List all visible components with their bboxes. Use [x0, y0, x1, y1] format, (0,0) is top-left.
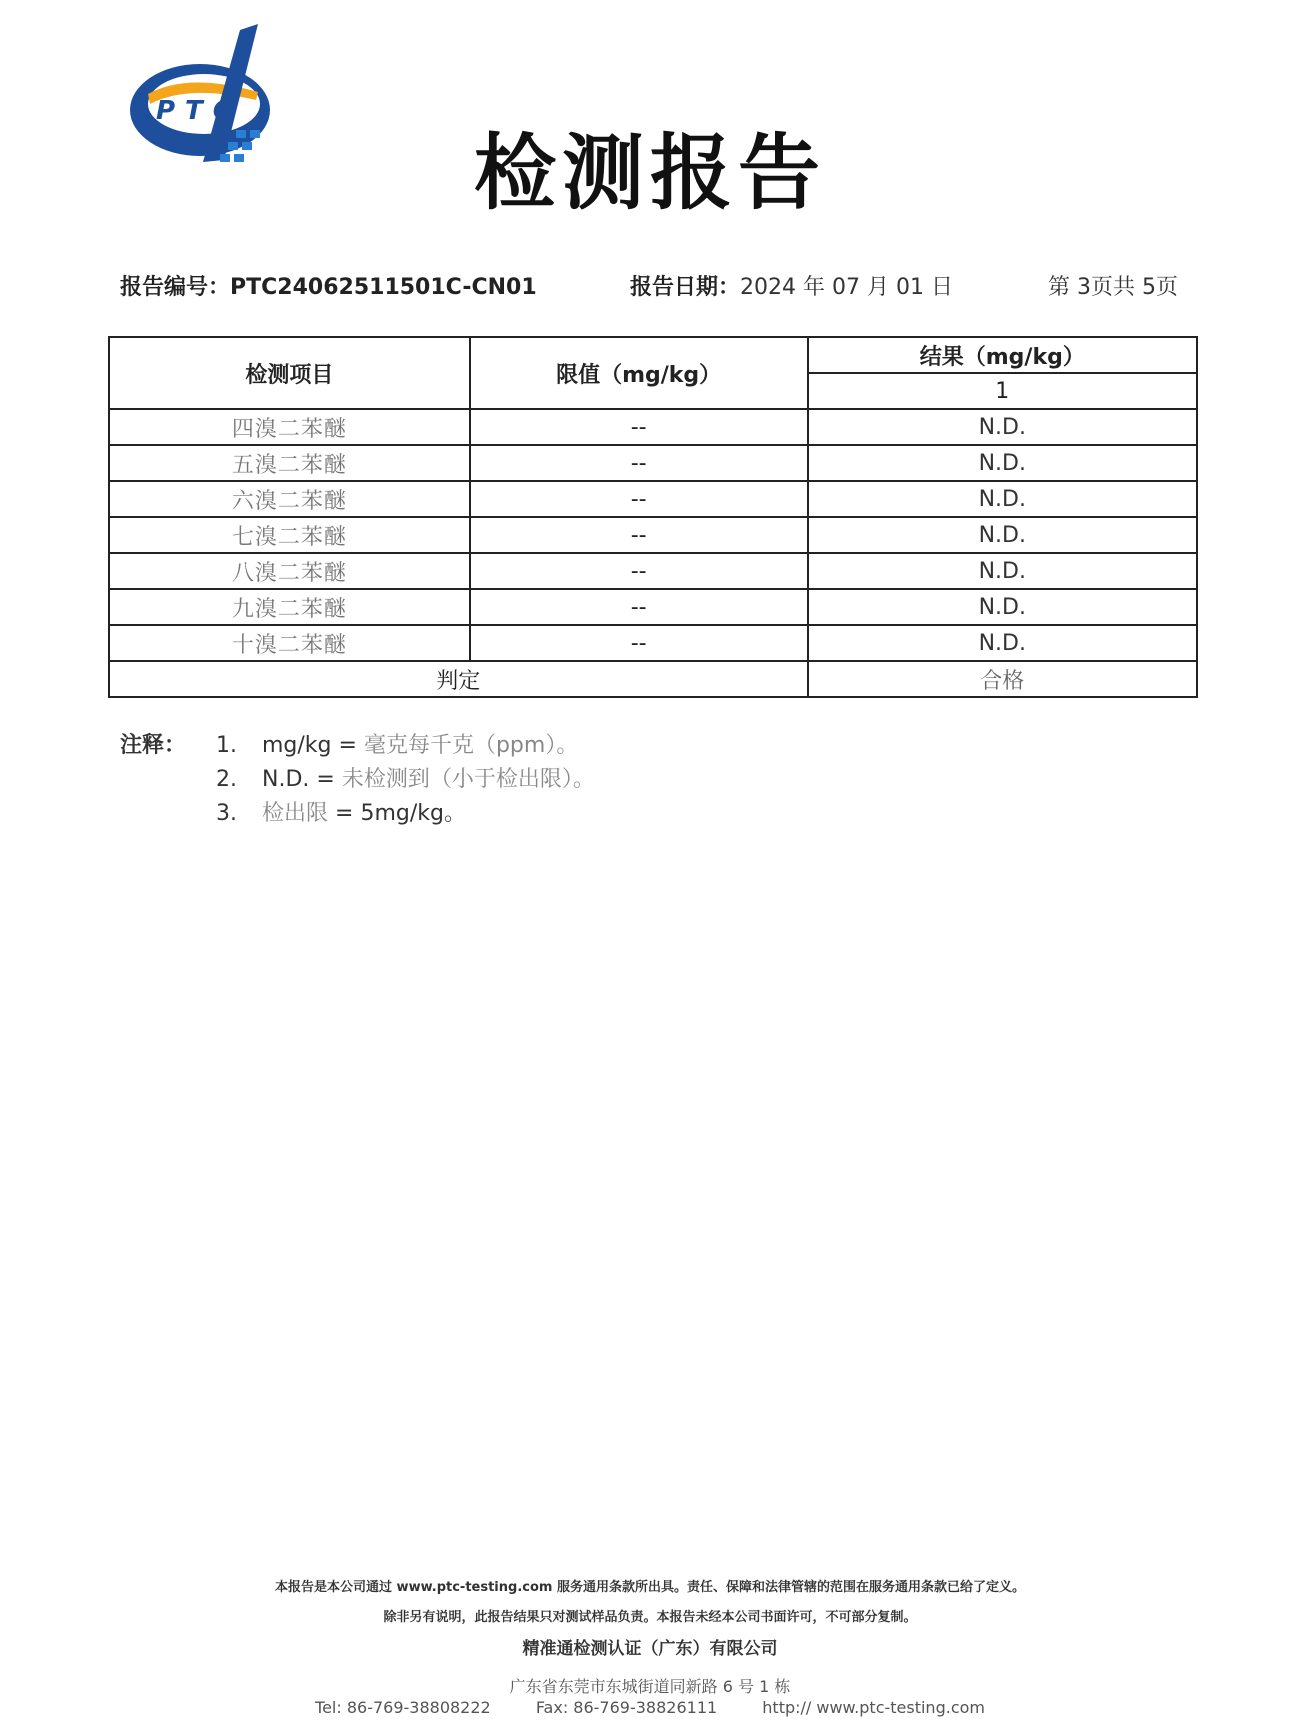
row-result: N.D.	[808, 553, 1197, 589]
footer-address: 广东省东莞市东城街道同新路 6 号 1 栋	[509, 1677, 791, 1696]
verdict-value: 合格	[808, 661, 1197, 697]
row-limit: --	[470, 517, 808, 553]
report-number-label: 报告编号：	[120, 275, 231, 300]
note-item	[216, 762, 595, 793]
page-info: 第 3页共 5页	[1048, 275, 1178, 300]
row-result: N.D.	[808, 481, 1197, 517]
footer-fax: Fax: 86-769-38826111	[535, 1698, 718, 1717]
note-number: 2.	[216, 767, 237, 792]
table-row	[109, 481, 1197, 517]
footer-web[interactable]: http:// www.ptc-testing.com	[762, 1698, 985, 1717]
verdict-label: 判定	[109, 661, 808, 697]
note-text: 未检测到（小于检出限）。	[341, 767, 595, 792]
report-date	[630, 270, 953, 301]
footer-contact	[0, 1698, 1300, 1717]
report-number-value: PTC24062511501C-CN01	[230, 275, 537, 300]
header-result: 结果（mg/kg）	[808, 337, 1197, 373]
note-number: 3.	[216, 801, 237, 826]
row-result: N.D.	[808, 625, 1197, 661]
row-item: 四溴二苯醚	[109, 409, 470, 445]
row-limit: --	[470, 589, 808, 625]
table-row	[109, 553, 1197, 589]
row-result: N.D.	[808, 517, 1197, 553]
report-date-value: 2024 年 07 月 01 日	[740, 275, 953, 300]
note-lead: mg/kg =	[262, 733, 357, 758]
row-item: 六溴二苯醚	[109, 481, 470, 517]
row-item: 五溴二苯醚	[109, 445, 470, 481]
logo-text: PTC	[156, 96, 242, 126]
note-number: 1.	[216, 733, 237, 758]
note-text: 毫克每千克（ppm）。	[363, 733, 579, 758]
results-table	[108, 336, 1198, 698]
note-item	[216, 796, 466, 827]
row-limit: --	[470, 409, 808, 445]
row-result: N.D.	[808, 589, 1197, 625]
footer-terms: 本报告是本公司通过 www.ptc-testing.com 服务通用条款所出具。责任、保障和法律管辖的范围在服务通用条款已给了定义。	[275, 1580, 1025, 1595]
footer-disclaimer: 除非另有说明，此报告结果只对测试样品负责。本报告未经本公司书面许可，不可部分复制。	[383, 1610, 917, 1625]
page-title: 检测报告	[473, 126, 826, 221]
row-result: N.D.	[808, 409, 1197, 445]
row-limit: --	[470, 625, 808, 661]
table-row	[109, 589, 1197, 625]
header-item: 检测项目	[109, 337, 470, 409]
row-item: 八溴二苯醚	[109, 553, 470, 589]
row-limit: --	[470, 481, 808, 517]
row-limit: --	[470, 553, 808, 589]
note-item	[216, 728, 578, 759]
note-lead: N.D. =	[262, 767, 335, 792]
row-item: 九溴二苯醚	[109, 589, 470, 625]
footer-tel: Tel: 86-769-38808222	[315, 1698, 491, 1717]
report-number	[120, 270, 537, 301]
table-row	[109, 517, 1197, 553]
header-limit: 限值（mg/kg）	[470, 337, 808, 409]
row-item: 七溴二苯醚	[109, 517, 470, 553]
table-row	[109, 625, 1197, 661]
table-row	[109, 409, 1197, 445]
report-date-label: 报告日期：	[630, 275, 741, 300]
row-result: N.D.	[808, 445, 1197, 481]
verdict-row	[109, 661, 1197, 697]
notes-label: 注释：	[120, 733, 187, 758]
note-lead: 检出限	[262, 801, 329, 826]
row-limit: --	[470, 445, 808, 481]
row-item: 十溴二苯醚	[109, 625, 470, 661]
footer-company: 精准通检测认证（广东）有限公司	[522, 1639, 778, 1659]
header-result-sample: 1	[808, 373, 1197, 409]
note-text: = 5mg/kg。	[335, 801, 466, 826]
table-row	[109, 445, 1197, 481]
